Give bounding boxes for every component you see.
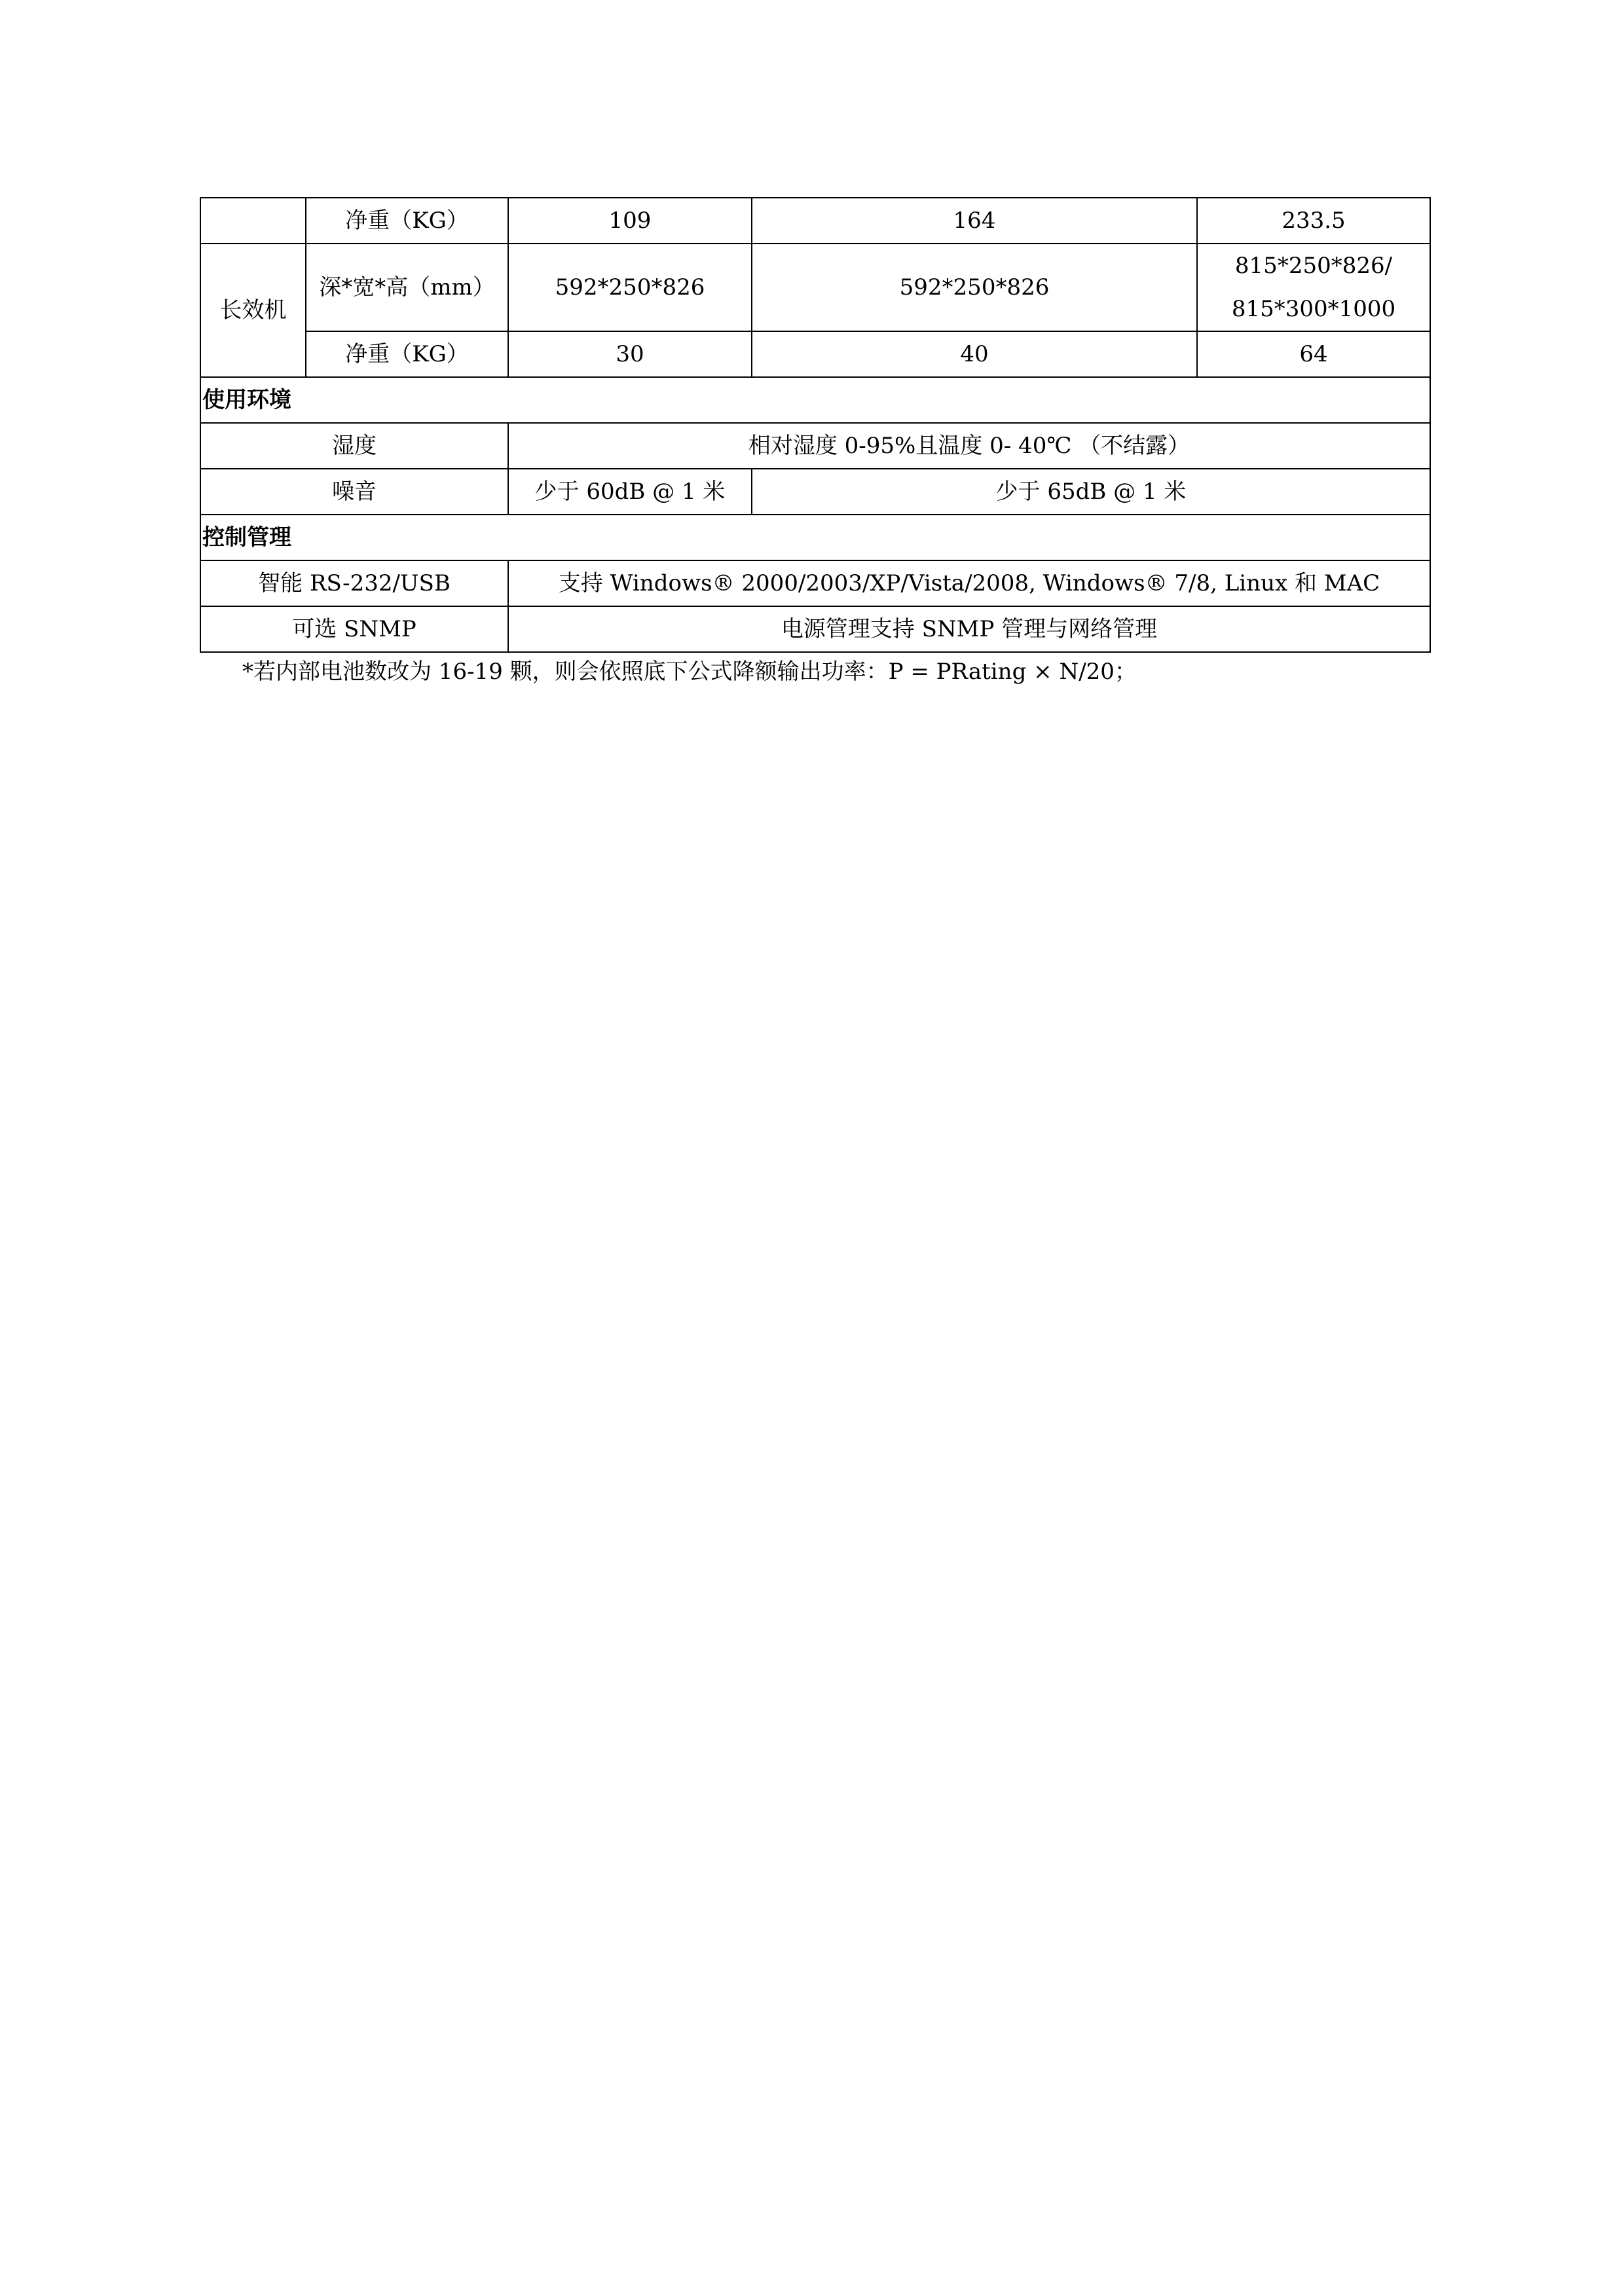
category-cell [200, 198, 306, 244]
noise-label: 噪音 [200, 469, 508, 515]
spec-table [200, 197, 1431, 653]
table-row-noise [200, 469, 1430, 515]
noise-col1: 少于 60dB @ 1 米 [508, 469, 752, 515]
dims-col2: 592*250*826 [752, 244, 1197, 331]
noise-col23: 少于 65dB @ 1 米 [752, 469, 1430, 515]
spec-table-container [200, 197, 1430, 653]
dims-col3 [1197, 244, 1430, 331]
net-weight-col2: 164 [752, 198, 1197, 244]
control-section-heading: 控制管理 [200, 515, 1430, 560]
table-row-env-section [200, 377, 1430, 423]
snmp-value: 电源管理支持 SNMP 管理与网络管理 [508, 606, 1430, 652]
dims-label: 深*宽*高（mm） [306, 244, 508, 331]
long-weight-col1: 30 [508, 331, 752, 377]
humidity-value: 相对湿度 0-95%且温度 0- 40℃ （不结露） [508, 423, 1430, 469]
table-row-humidity [200, 423, 1430, 469]
table-row-control-section [200, 515, 1430, 560]
dims-col3-line1: 815*250*826/ [1234, 253, 1393, 279]
env-section-heading: 使用环境 [200, 377, 1430, 423]
net-weight-col3: 233.5 [1197, 198, 1430, 244]
table-row-snmp [200, 606, 1430, 652]
dims-col1: 592*250*826 [508, 244, 752, 331]
rs232-value: 支持 Windows® 2000/2003/XP/Vista/2008, Windows® 7/8, Linux 和 MAC [508, 560, 1430, 606]
table-row-rs232 [200, 560, 1430, 606]
net-weight-col1: 109 [508, 198, 752, 244]
net-weight-label: 净重（KG） [306, 198, 508, 244]
snmp-label: 可选 SNMP [200, 606, 508, 652]
long-weight-col3: 64 [1197, 331, 1430, 377]
long-weight-col2: 40 [752, 331, 1197, 377]
table-row-long-weight [200, 331, 1430, 377]
humidity-label: 湿度 [200, 423, 508, 469]
table-row-long-dims [200, 244, 1430, 331]
footnote: *若内部电池数改为 16-19 颗，则会依照底下公式降额输出功率：P = PRating × N/20； [242, 659, 1137, 685]
long-backup-group-label: 长效机 [200, 244, 306, 377]
long-weight-label: 净重（KG） [306, 331, 508, 377]
dims-col3-line2: 815*300*1000 [1231, 296, 1396, 322]
rs232-label: 智能 RS-232/USB [200, 560, 508, 606]
table-row-net-weight-standard [200, 198, 1430, 244]
